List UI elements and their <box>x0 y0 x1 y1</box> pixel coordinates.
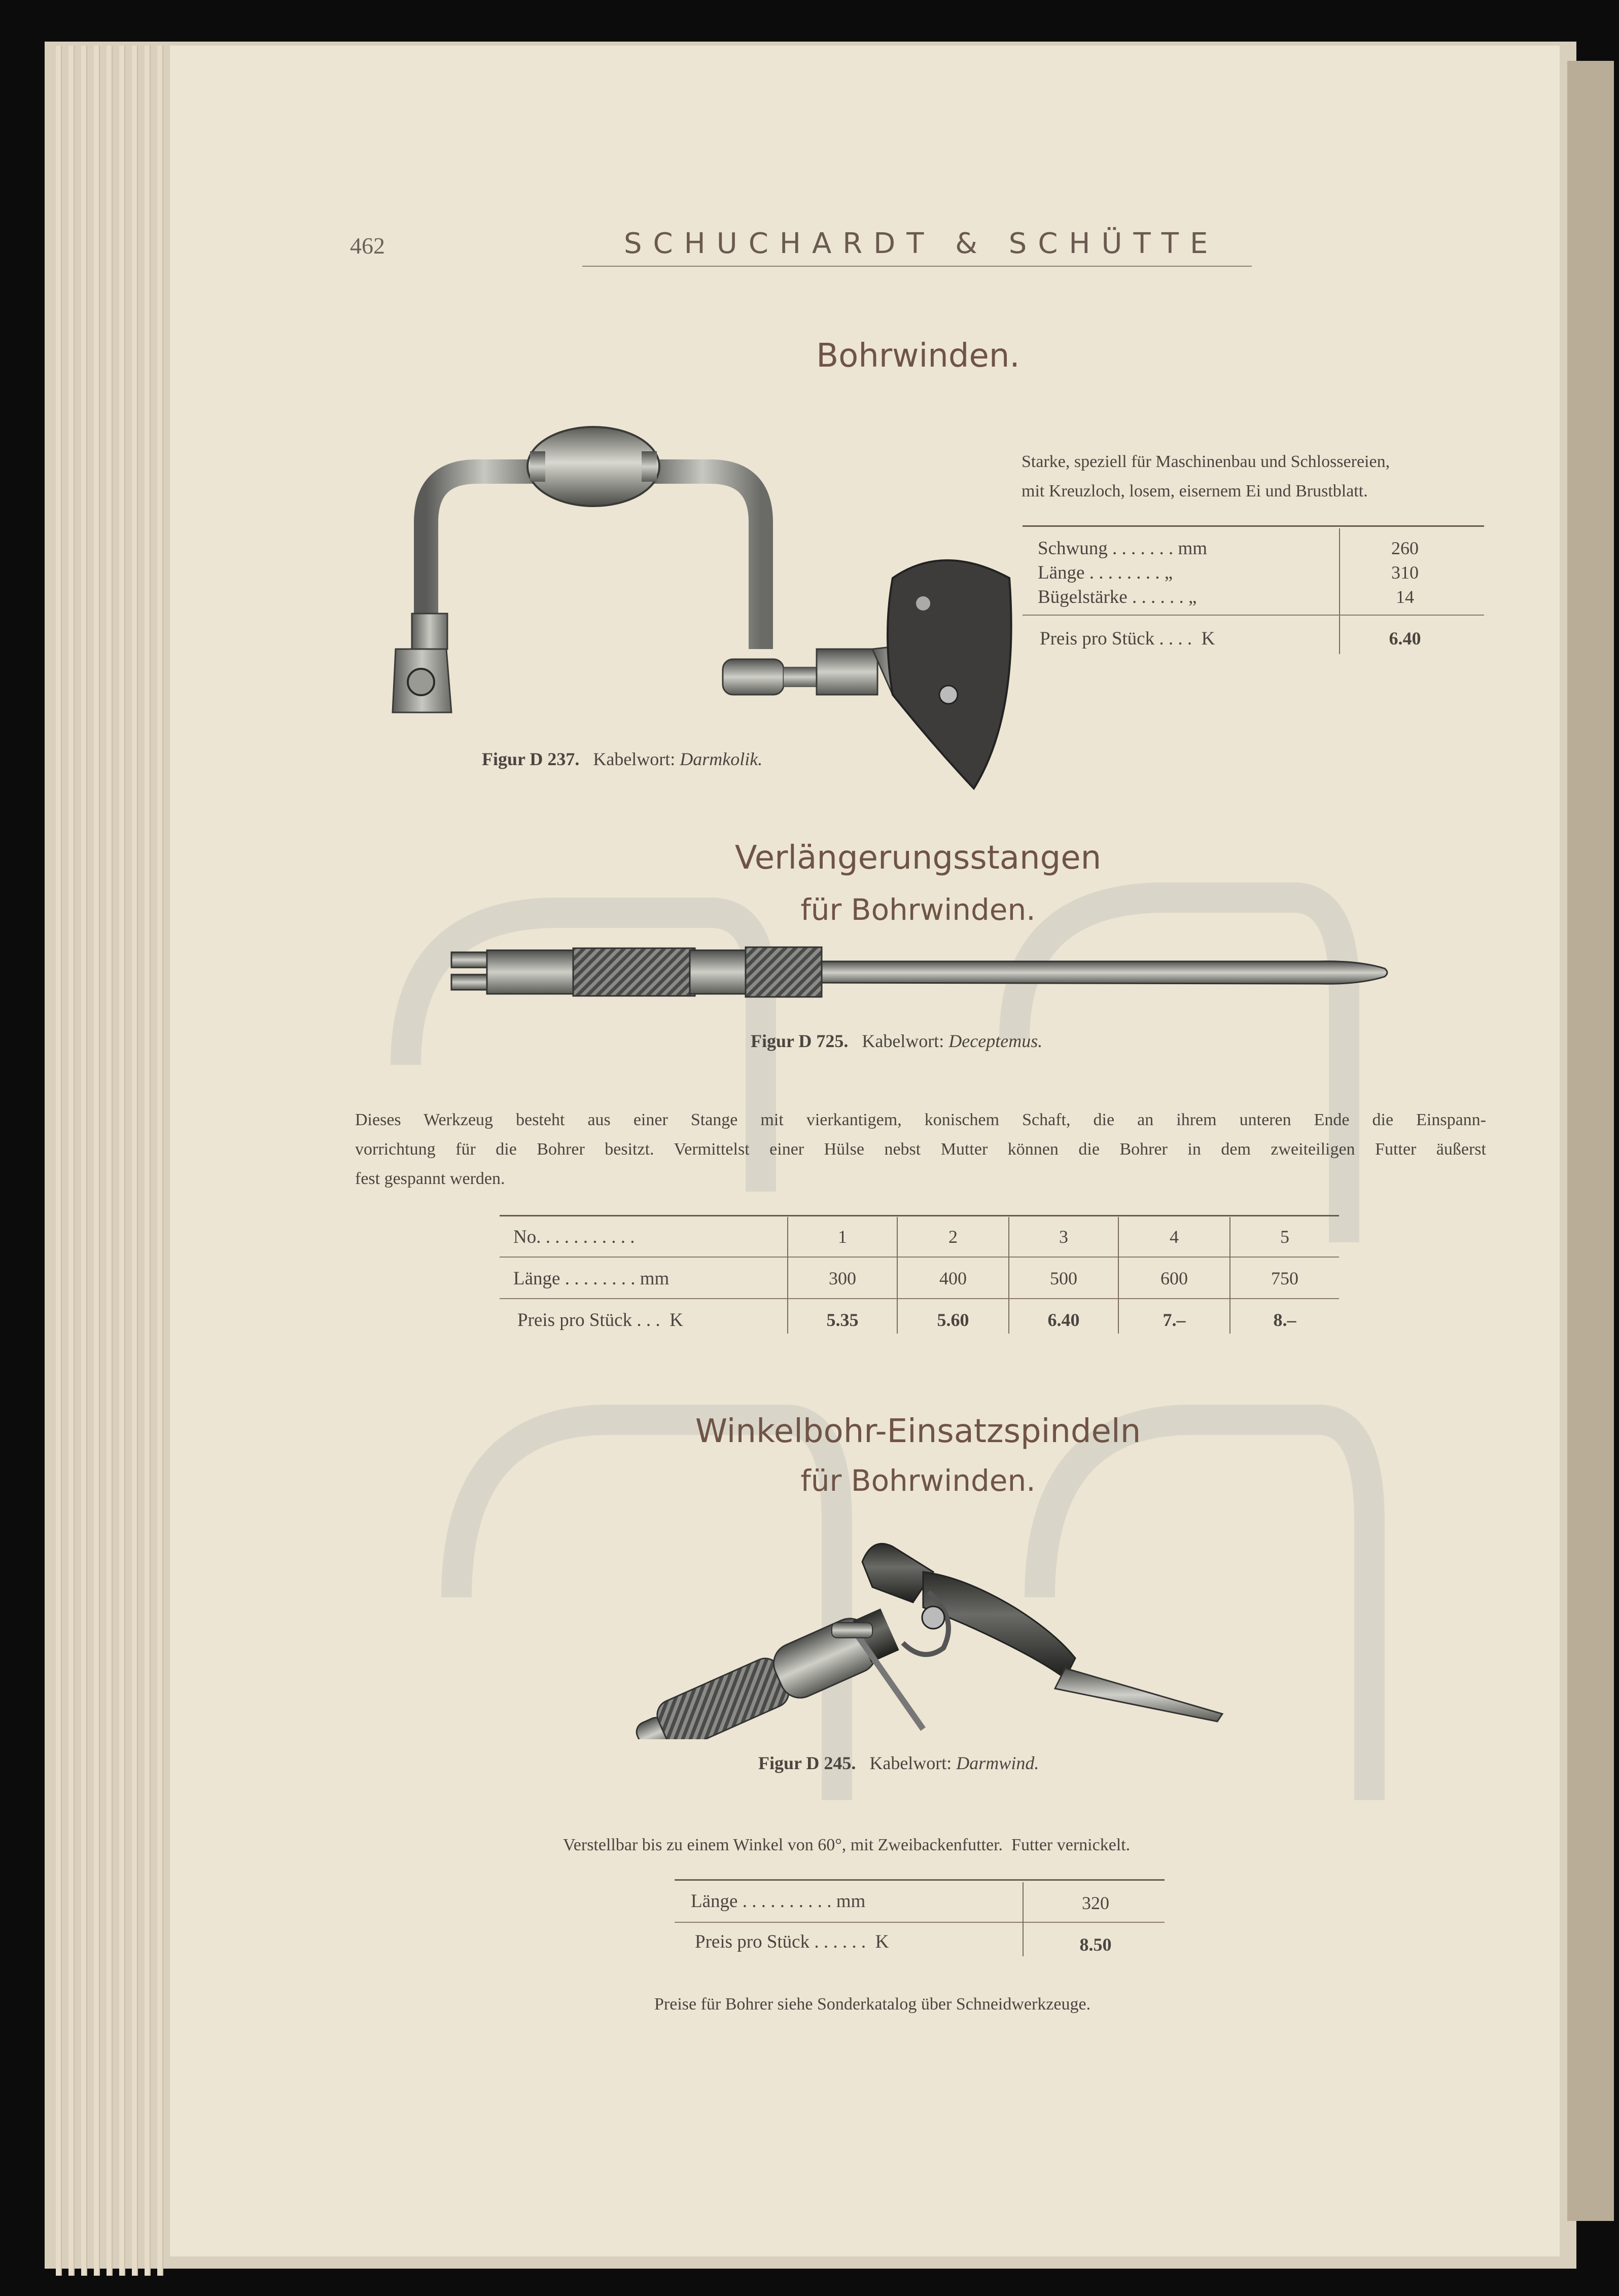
table-cell-laenge: 400 <box>939 1268 967 1288</box>
spec-value: 310 <box>1391 562 1419 583</box>
table-cell-no: 3 <box>1059 1227 1068 1247</box>
section2-para-line3: fest gespannt werden. <box>355 1169 505 1188</box>
row-label-no: No. . . . . . . . . . . <box>513 1227 635 1247</box>
spec-value: 14 <box>1396 587 1414 607</box>
table-cell-laenge: 750 <box>1271 1268 1298 1288</box>
page-edge <box>107 46 113 2276</box>
brace-illustration <box>385 411 1025 796</box>
table-cell-laenge: 300 <box>829 1268 856 1288</box>
table-cell-laenge: 600 <box>1160 1268 1188 1288</box>
figure-caption-d245 <box>758 1752 1039 1774</box>
section-title-verlaengerungsstangen: Verlängerungsstangen <box>734 839 1102 877</box>
section1-description-line2: mit Kreuzloch, losem, eisernem Ei und Brustblatt. <box>1022 482 1368 500</box>
table-cell-preis: 6.40 <box>1047 1310 1080 1330</box>
table-cell-no: 5 <box>1280 1227 1289 1247</box>
section1-description-line1: Starke, speziell für Maschinenbau und Schlossereien, <box>1022 452 1390 471</box>
spindle-length-label: Länge . . . . . . . . . . mm <box>691 1891 866 1912</box>
table-cell-preis: 7.– <box>1163 1310 1186 1330</box>
company-name: SCHUCHARDT & SCHÜTTE <box>624 227 1219 260</box>
size-table-rule <box>500 1298 1339 1299</box>
spindle-table-divider <box>1023 1882 1024 1956</box>
size-table-divider <box>1118 1217 1119 1334</box>
page-edge <box>157 46 163 2276</box>
kabelwort-label: Kabelwort: <box>869 1753 952 1773</box>
spindle-price-label: Preis pro Stück . . . . . . K <box>695 1931 889 1952</box>
figure-number: Figur D 237. <box>482 749 580 769</box>
kabelwort-label: Kabelwort: <box>593 749 676 769</box>
page-edge <box>56 46 62 2276</box>
extension-rod-illustration <box>446 943 1390 1009</box>
section3-description: Verstellbar bis zu einem Winkel von 60°, mit Zweibackenfutter. Futter vernickelt. <box>563 1836 1131 1854</box>
size-table-divider <box>1008 1217 1009 1334</box>
price-value: 6.40 <box>1389 628 1421 649</box>
page-edge <box>132 46 138 2276</box>
row-label-preis: Preis pro Stück . . . K <box>517 1310 683 1331</box>
spec-label: Länge . . . . . . . . „ <box>1038 562 1173 583</box>
spec-label: Bügelstärke . . . . . . „ <box>1038 587 1197 607</box>
page-number: 462 <box>350 233 385 259</box>
table-cell-preis: 5.35 <box>826 1310 859 1330</box>
spindle-table-rule <box>675 1922 1165 1923</box>
section-title-winkelbohr: Winkelbohr-Einsatzspindeln <box>695 1413 1141 1450</box>
figure-number: Figur D 725. <box>751 1031 849 1051</box>
page-edge <box>94 46 100 2276</box>
section2-para-line2: vorrichtung für die Bohrer besitzt. Vermittelst einer Hülse nebst Mutter können die Bohrer in dem zweiteiligen Futter äußerst <box>355 1140 1486 1159</box>
price-label: Preis pro Stück . . . . K <box>1040 628 1215 649</box>
table-cell-no: 1 <box>838 1227 847 1247</box>
kabelwort-label: Kabelwort: <box>862 1031 944 1051</box>
figure-caption-d237 <box>482 748 762 770</box>
page-edge <box>68 46 75 2276</box>
spec-table-rule <box>1023 525 1484 527</box>
angle-drill-spindle-illustration <box>609 1526 1238 1739</box>
table-cell-preis: 8.– <box>1273 1310 1296 1330</box>
footnote: Preise für Bohrer siehe Sonderkatalog über Schneidwerkzeuge. <box>654 1995 1091 2014</box>
section-subtitle: für Bohrwinden. <box>800 1463 1036 1498</box>
kabelwort: Deceptemus. <box>948 1031 1043 1051</box>
header-rule <box>582 266 1252 267</box>
size-table-divider <box>897 1217 898 1334</box>
kabelwort: Darmkolik. <box>680 749 763 769</box>
table-cell-no: 2 <box>948 1227 958 1247</box>
table-cell-preis: 5.60 <box>937 1310 969 1330</box>
size-table-rule <box>500 1257 1339 1258</box>
kabelwort: Darmwind. <box>956 1753 1039 1773</box>
spindle-table-rule <box>675 1879 1165 1881</box>
page-edge <box>145 46 151 2276</box>
size-table-divider <box>1229 1217 1230 1334</box>
page-edge <box>81 46 87 2276</box>
table-cell-no: 4 <box>1170 1227 1179 1247</box>
spec-table-rule <box>1023 615 1484 616</box>
spec-value: 260 <box>1391 538 1419 558</box>
section-subtitle: für Bohrwinden. <box>800 892 1036 927</box>
figure-caption-d725 <box>751 1030 1042 1052</box>
figure-number: Figur D 245. <box>758 1753 856 1773</box>
spindle-price-value: 8.50 <box>1079 1934 1112 1955</box>
table-cell-laenge: 500 <box>1050 1268 1077 1288</box>
next-page-edge <box>1567 61 1614 2221</box>
spindle-length-value: 320 <box>1082 1893 1109 1913</box>
size-table-divider <box>787 1217 788 1334</box>
size-table-rule <box>500 1215 1339 1216</box>
section2-para-line1: Dieses Werkzeug besteht aus einer Stange mit vierkantigem, konischem Schaft, die an ihrem unteren Ende die Einspann- <box>355 1110 1486 1129</box>
spec-table-divider <box>1339 528 1340 625</box>
row-label-laenge: Länge . . . . . . . . mm <box>513 1268 670 1289</box>
page-edge <box>119 46 125 2276</box>
spec-label: Schwung . . . . . . . mm <box>1038 538 1208 559</box>
spec-table-divider <box>1339 622 1340 654</box>
section-title-bohrwinden: Bohrwinden. <box>816 337 1020 375</box>
